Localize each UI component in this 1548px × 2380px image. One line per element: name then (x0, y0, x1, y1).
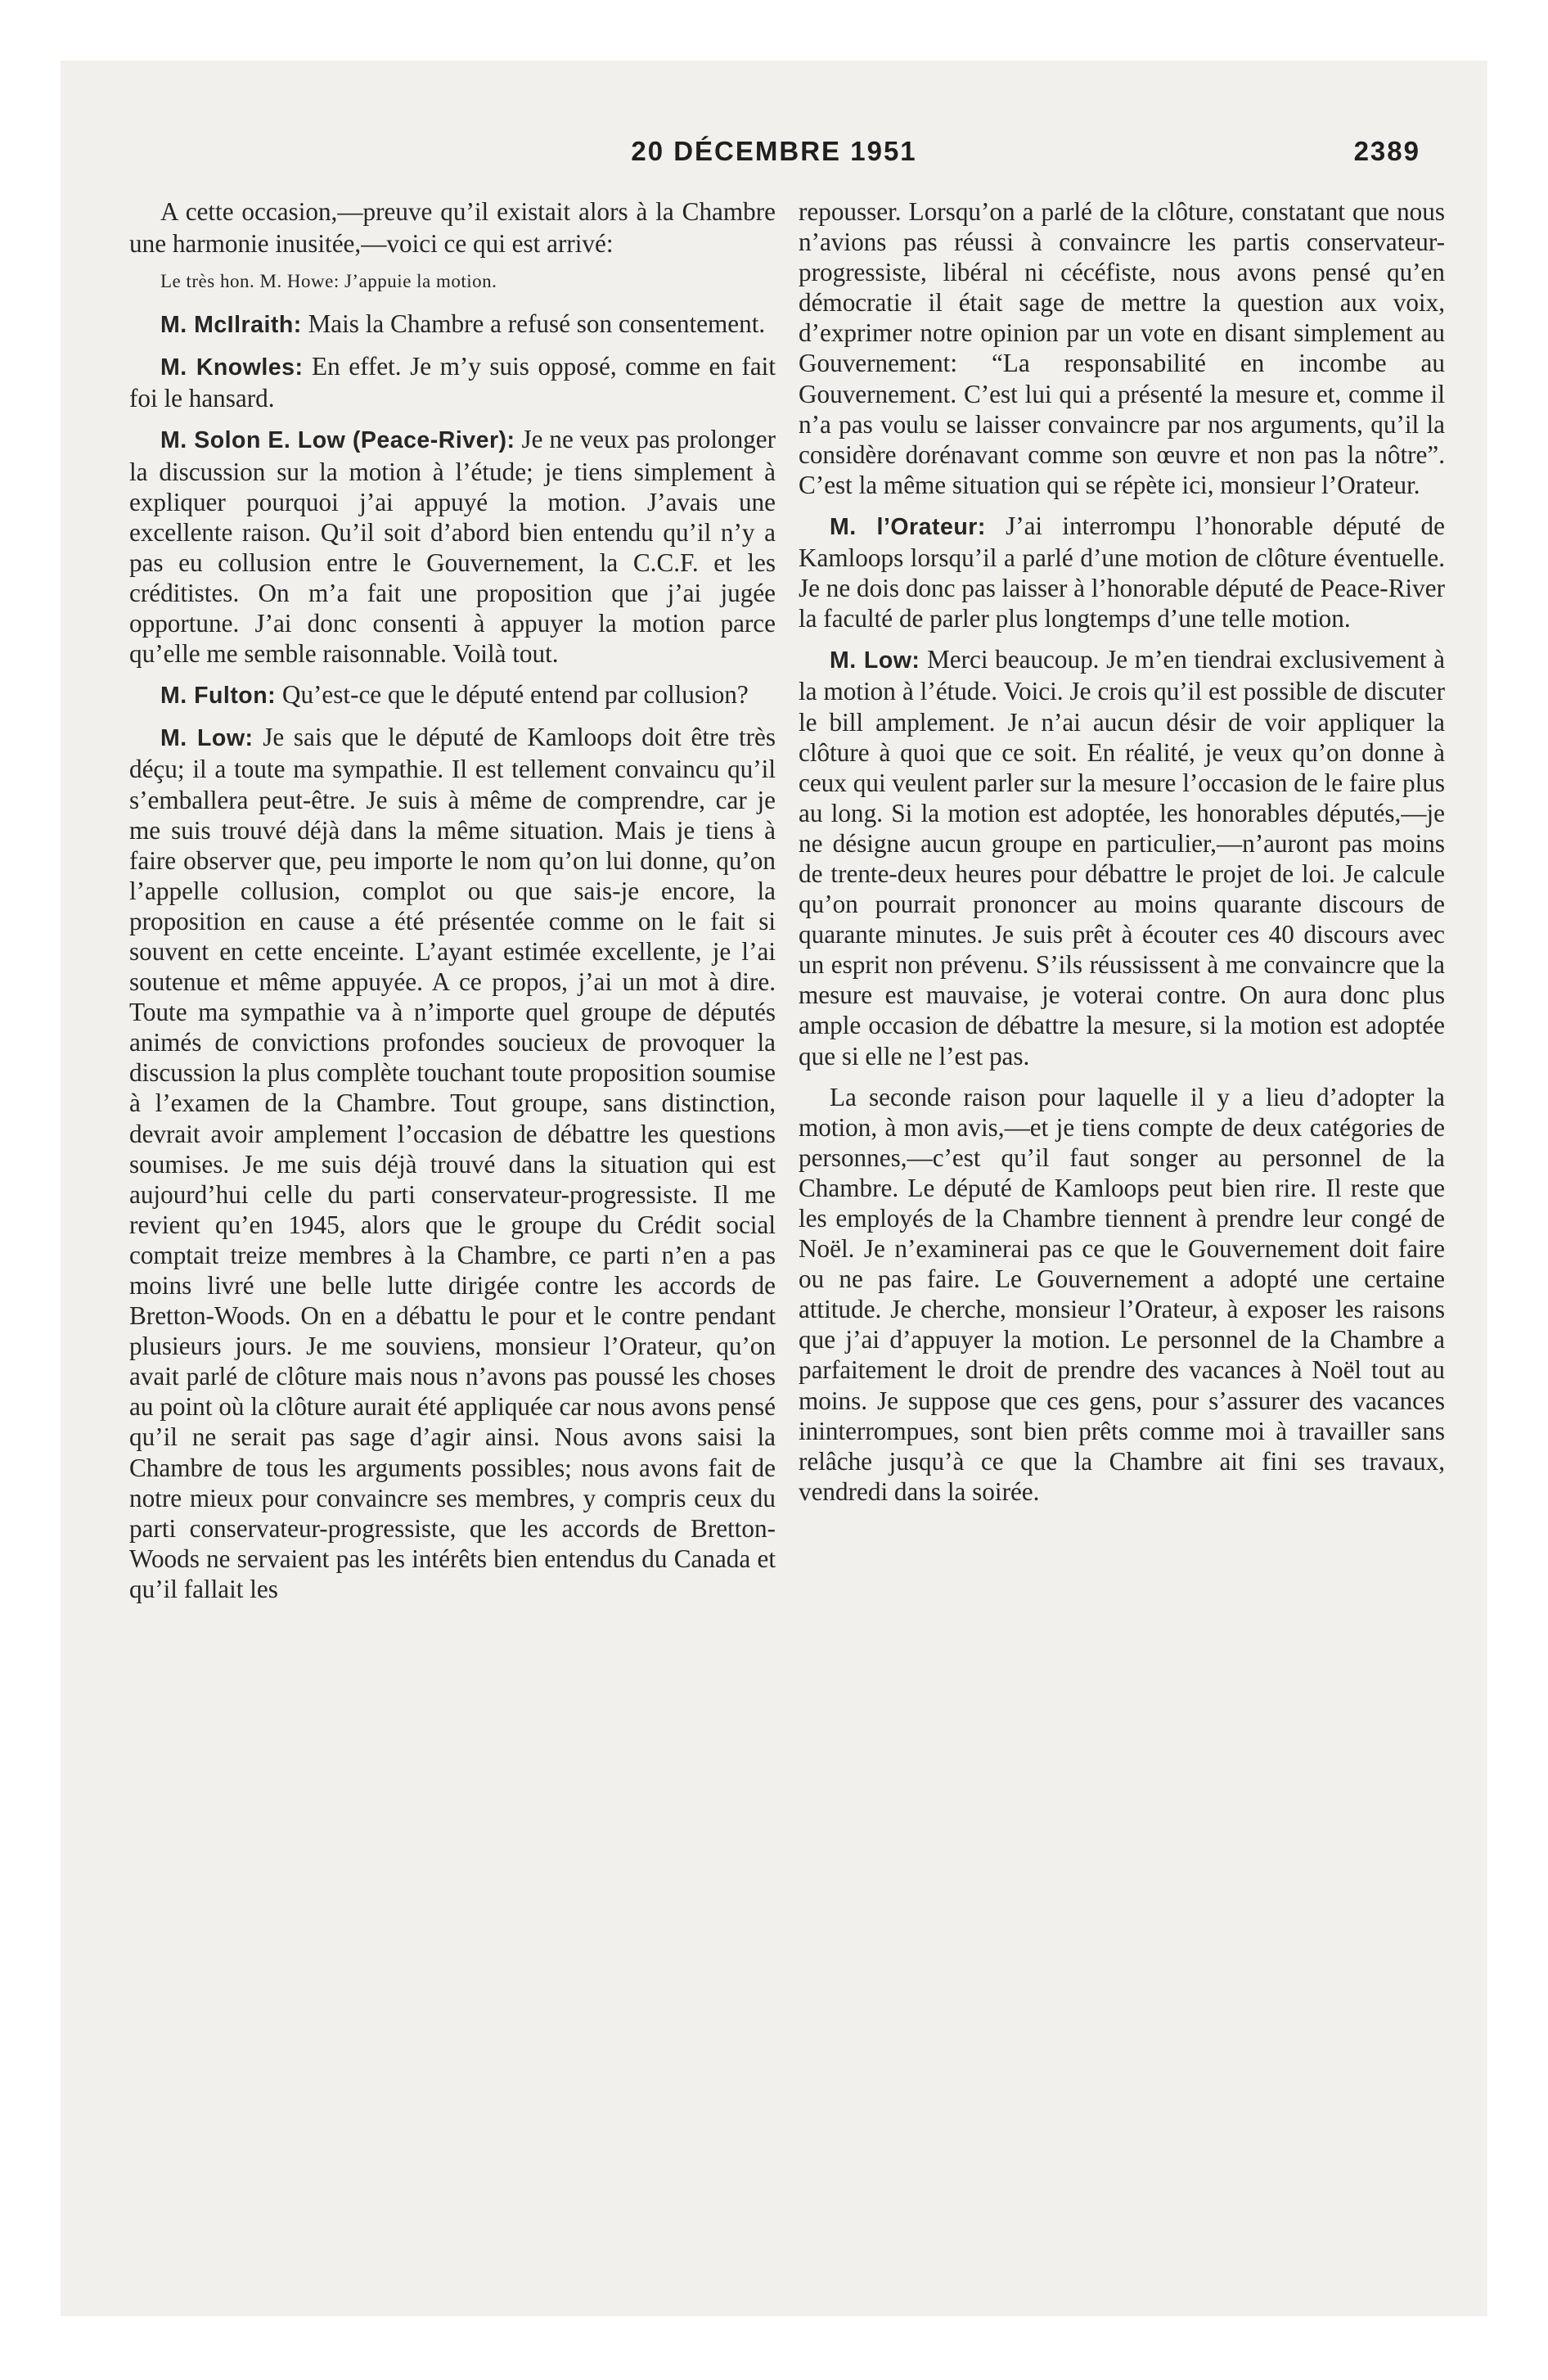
paragraph-text: J’ai interrompu l’honorable député de Kamloops lorsqu’il a parlé d’une motion de clôture éventuelle. Je ne dois donc pas laisser à l’honorable député de Peace-River la faculté de parler plus longtemps d’une telle motion. (799, 511, 1445, 633)
paragraph-text: Je sais que le député de Kamloops doit être très déçu; il a toute ma sympathie. Il est tellement convaincu qu’il s’emballera peut-être. Je suis à même de comprendre, car je me suis trouvé déjà dans la même situation. Mais je tiens à faire observer que, peu importe le nom qu’on lui donne, qu’on l’appelle collusion, complot ou que sais-je encore, la proposition en cause a été présentée comme on le fait si souvent en cette enceinte. L’ayant estimée excellente, je l’ai soutenue et même appuyée. A ce propos, j’ai un mot à dire. Toute ma sympathie va à n’importe quel groupe de députés animés de convictions profondes soucieux de provoquer la discussion la plus complète touchant toute proposition soumise à l’examen de la Chambre. Tout groupe, sans distinction, devrait avoir amplement l’occasion de débattre les questions soumises. Je me suis déjà trouvé dans la situation qui est aujourd’hui celle du parti conservateur-progressiste. Il me revient qu’en 1945, alors que le groupe du Crédit social comptait treize membres à la Chambre, ce parti n’en a pas moins livré une belle lutte dirigée contre les accords de Bretton-Woods. On en a débattu le pour et le contre pendant plusieurs jours. Je me souviens, monsieur l’Orateur, qu’on avait parlé de clôture mais nous n’avons pas poussé les choses au point où la clôture aurait été appliquée car nous avons pensé qu’il ne serait pas sage d’agir ainsi. Nous avons saisi la Chambre de tous les arguments possibles; nous avons fait de notre mieux pour convaincre ses membres, y compris ceux du parti conservateur-progressiste, que les accords de Bretton-Woods ne servaient pas les intérêts bien entendus du Canada et qu’il fallait les (129, 723, 776, 1603)
left-column (129, 196, 776, 1615)
speaker-name: M. Fulton: (160, 683, 277, 710)
paragraph (799, 511, 1445, 633)
speaker-name: M. Low: (160, 725, 254, 752)
paragraph-text: Qu’est-ce que le député entend par collusion? (281, 680, 749, 710)
speaker-name: M. Low: (830, 647, 920, 674)
paragraph-text: En effet. Je m’y suis opposé, comme en fait foi le hansard. (129, 352, 776, 413)
paragraph-text: La seconde raison pour laquelle il y a lieu d’adopter la motion, à mon avis,—et je tiens compte de deux catégories de personnes,—c’est qu’il faut songer au personnel de la Chambre. Le député de Kamloops peut bien rire. Il reste que les employés de la Chambre tiennent à prendre leur congé de Noël. Je n’examinerai pas ce que le Gouvernement doit faire ou ne pas faire. Le Gouvernement a adopté une certaine attitude. Je cherche, monsieur l’Orateur, à exposer les raisons que j’ai d’appuyer la motion. Le personnel de la Chambre a parfaitement le droit de prendre des vacances à Noël tout au moins. Je suppose que ces gens, pour s’assurer des vacances ininterrompues, sont bien prêts comme moi à travailler sans relâche jusqu’à ce que la Chambre ait fini ses travaux, vendredi dans la soirée. (799, 1082, 1445, 1506)
page-sheet (61, 61, 1487, 2316)
running-head (61, 136, 1487, 185)
paragraph-text: A cette occasion,—preuve qu’il existait alors à la Chambre une harmonie inusitée,—voici ce qui est arrivé: (129, 197, 776, 259)
paragraph-text: Merci beaucoup. Je m’en tiendrai exclusivement à la motion à l’étude. Voici. Je crois qu’il est possible de discuter le bill amplement. Je n’ai aucun désir de voir appliquer la clôture à quoi que ce soit. En réalité, je veux qu’on donne à ceux qui veulent parler sur la mesure l’occasion de le faire plus au long. Si la motion est adoptée, les honorables députés,—je ne désigne aucun groupe en particulier,—n’auront pas moins de trente-deux heures pour débattre le projet de loi. Je calcule qu’on pourrait prononcer au moins quarante discours de quarante minutes. Je suis prêt à écouter ces 40 discours avec un esprit non prévenu. S’ils réussissent à me convaincre que la mesure est mauvaise, je voterai contre. On aura donc plus ample occasion de débattre la mesure, si la motion est adoptée que si elle ne l’est pas. (799, 645, 1445, 1071)
paragraph (129, 196, 776, 259)
header-date: 20 DÉCEMBRE 1951 (631, 136, 917, 166)
paragraph-text: Le très hon. M. Howe: J’appuie la motion. (160, 271, 497, 292)
paragraph (799, 644, 1445, 1071)
speaker-name: M. McIlraith: (160, 312, 302, 339)
page-number: 2389 (1353, 136, 1420, 166)
paragraph (799, 1082, 1445, 1507)
paragraph-text: repousser. Lorsqu’on a parlé de la clôture, constatant que nous n’avions pas réussi à convaincre les partis conservateur-progressiste, libéral ni cécéfiste, nous avons pensé qu’en démocratie il était sage de mettre la question aux voix, d’exprimer notre opinion par un vote en disant simplement au Gouvernement: “La responsabilité en incombe au Gouvernement. C’est lui qui a présenté la mesure et, comme il n’a pas voulu se laisser convaincre par nos arguments, qu’il la considère dorénavant comme son œuvre et non pas la nôtre”. C’est la même situation qui se répète ici, monsieur l’Orateur. (799, 197, 1445, 499)
paragraph (129, 722, 776, 1604)
paragraph (129, 351, 776, 413)
speaker-name: M. l’Orateur: (830, 513, 986, 540)
paragraph (799, 196, 1445, 500)
speaker-name: M. Knowles: (160, 354, 304, 381)
paragraph (129, 424, 776, 669)
paragraph-text: Mais la Chambre a refusé son consentement. (308, 309, 766, 339)
paragraph (129, 679, 776, 711)
paragraph (129, 269, 776, 294)
speaker-name: M. Solon E. Low (Peace-River): (160, 427, 515, 454)
right-column (799, 196, 1445, 1517)
paragraph (129, 309, 776, 340)
paragraph-text: Je ne veux pas prolonger la discussion sur la motion à l’étude; je tiens simplement à expliquer pourquoi j’ai appuyé la motion. J’avais une excellente raison. Qu’il soit d’abord bien entendu qu’il n’y a pas eu collusion entre le Gouvernement, la C.C.F. et les créditistes. On m’a fait une proposition que j’ai jugée opportune. J’ai donc consenti à appuyer la motion parce qu’elle me semble raisonnable. Voilà tout. (129, 425, 776, 669)
